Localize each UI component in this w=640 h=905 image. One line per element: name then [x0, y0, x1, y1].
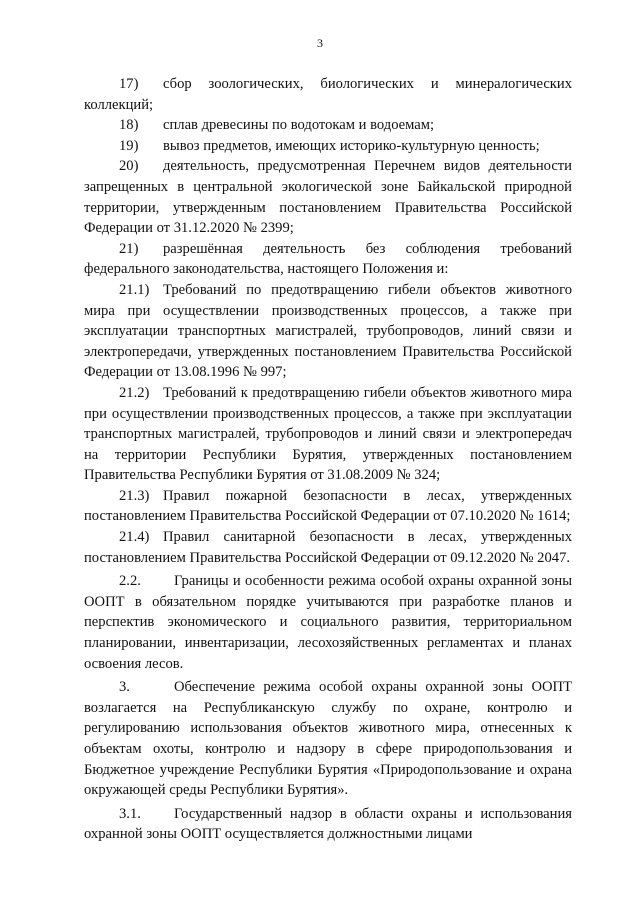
item-number: 17)	[119, 76, 139, 92]
item-number: 21)	[119, 240, 139, 257]
paragraph-21	[84, 239, 572, 280]
paragraph-21-4	[84, 527, 572, 568]
paragraph-17	[84, 74, 572, 115]
item-text: Требований по предотвращению гибели объектов животного мира при осуществлении производственных процессов, а также при эксплуатации транспортных магистралей, трубопроводов, линий связи и электропередачи, утвержденных постановлением Правительства Российской Федерации от 13.08.1996 № 997;	[84, 281, 572, 381]
paragraph-20	[84, 156, 572, 238]
paragraph-2-2	[84, 571, 572, 674]
paragraph-19	[84, 136, 572, 157]
item-text: деятельность, предусмотренная Перечнем видов деятельности запрещенных в центральной экологической зоне Байкальской природной территории, утвержденным постановлением Правительства Российской Федерации от 31.12.2020 № 2399;	[84, 158, 572, 237]
paragraph-21-1	[84, 280, 572, 383]
item-text: Правил пожарной безопасности в лесах, утвержденных постановлением Правительства Российской Федерации от 07.10.2020 № 1614;	[84, 487, 572, 525]
paragraph-18	[84, 115, 572, 136]
document-body	[84, 74, 572, 845]
item-number: 3.1.	[119, 805, 141, 822]
item-number: 20)	[119, 158, 139, 175]
paragraph-3-1	[84, 804, 572, 845]
paragraph-3	[84, 677, 572, 801]
item-text: Требований к предотвращению гибели объектов животного мира при осуществлении производственных процессов, а также при эксплуатации транспортных магистралей, трубопроводов и линий связи и электропередач на территории Республики Бурятия, утвержденных постановлением Правительства Республики Бурятия от 31.08.2009 № 324;	[84, 384, 572, 484]
item-number: 2.2.	[119, 573, 141, 590]
item-text: вывоз предметов, имеющих историко-культурную ценность;	[163, 137, 540, 154]
item-number: 18)	[119, 117, 139, 134]
page-number: 3	[317, 36, 323, 50]
item-number: 21.4)	[119, 529, 150, 546]
item-number: 21.1)	[119, 281, 150, 298]
item-text: Государственный надзор в области охраны и использования охранной зоны ООПТ осуществляется должностными лицами	[84, 805, 572, 843]
paragraph-21-2	[84, 383, 572, 486]
item-text: разрешённая деятельность без соблюдения требований федерального законодательства, настоящего Положения и:	[84, 240, 572, 278]
item-number: 3.	[119, 679, 130, 696]
item-text: сбор зоологических, биологических и минералогических коллекций;	[84, 76, 572, 113]
item-text: Обеспечение режима особой охраны охранной зоны ООПТ возлагается на Республиканскую службу по охране, контролю и регулированию использования объектов животного мира, отнесенных к объектам охоты, контролю и надзору в сфере природопользования и Бюджетное учреждение Республики Бурятия «Природопользование и охрана окружающей среды Республики Бурятия».	[84, 679, 572, 799]
item-text: сплав древесины по водотокам и водоемам;	[163, 117, 435, 134]
item-number: 21.3)	[119, 487, 150, 504]
item-text: Границы и особенности режима особой охраны охранной зоны ООПТ в обязательном порядке учитываются при разработке планов и перспектив экономического и социального развития, территориальном планировании, инвентаризации, лесохозяйственных регламентах и планах освоения лесов.	[84, 573, 572, 672]
item-text: Правил санитарной безопасности в лесах, утвержденных постановлением Правительства Российской Федерации от 09.12.2020 № 2047.	[84, 529, 572, 566]
item-number: 19)	[119, 137, 139, 154]
paragraph-21-3	[84, 486, 572, 527]
item-number: 21.2)	[119, 384, 150, 401]
